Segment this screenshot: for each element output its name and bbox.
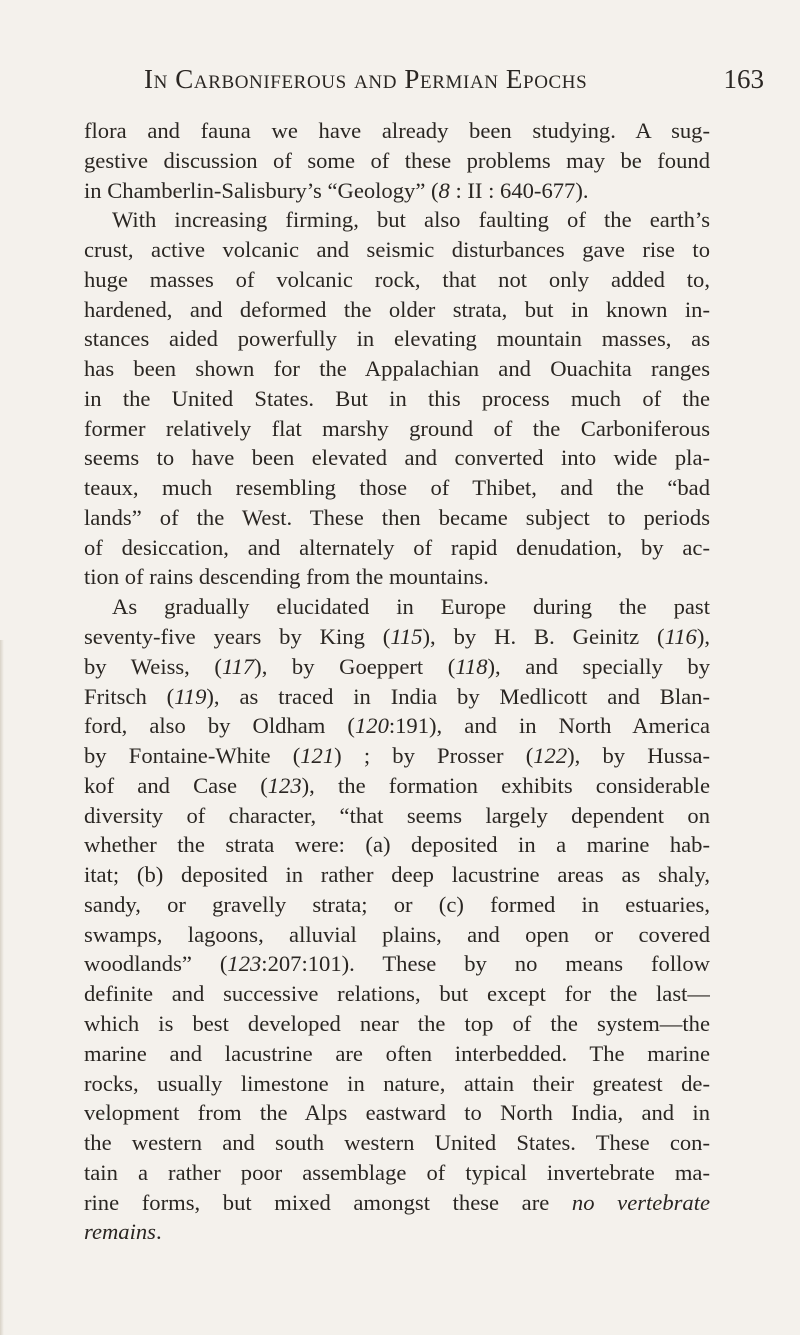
text-run: has been shown for the Appalachian and Ouachita ranges <box>84 356 710 382</box>
text-line <box>84 265 710 295</box>
text-run: flora and fauna we have already been studying. A sug- <box>84 118 710 143</box>
italic-text: 118 <box>455 653 488 679</box>
text-line <box>84 324 710 354</box>
text-run: ) ; by Prosser ( <box>334 743 534 769</box>
text-run: definite and successive relations, but except for the last— <box>84 981 710 1007</box>
text-line <box>84 652 710 682</box>
page-number: 163 <box>723 64 764 94</box>
text-line <box>84 830 710 860</box>
text-run: ), and specially by <box>487 653 710 679</box>
italic-text: 115 <box>390 624 423 650</box>
text-run: ), the formation exhibits considerable <box>301 772 710 798</box>
text-run: As gradually elucidated in Europe during the past <box>112 594 710 620</box>
text-run: gestive discussion of some of these problems may be found <box>84 147 710 173</box>
text-line <box>84 116 710 146</box>
page-gutter-shadow <box>0 640 4 1335</box>
italic-text: 8 <box>438 177 450 203</box>
italic-text: no vertebrate <box>571 1189 710 1215</box>
text-run: woodlands” ( <box>84 951 228 977</box>
text-run: lands” of the West. These then became subject to periods <box>84 504 710 530</box>
text-run: seems to have been elevated and converted into wide pla- <box>84 445 710 471</box>
text-line <box>84 1188 710 1218</box>
italic-text: 121 <box>300 743 335 769</box>
text-run: in Chamberlin-Salisbury’s “Geology” ( <box>84 177 439 203</box>
text-run: crust, active volcanic and seismic disturbances gave rise to <box>84 237 710 263</box>
text-line <box>84 146 710 176</box>
text-run: by Fontaine-White ( <box>84 743 301 769</box>
text-line <box>84 771 710 801</box>
text-line <box>84 622 710 652</box>
text-run: swamps, lagoons, alluvial plains, and open or covered <box>84 921 710 947</box>
text-run: ), by Goeppert ( <box>254 653 456 679</box>
text-run: kof and Case ( <box>84 772 268 798</box>
text-line <box>84 1069 710 1099</box>
text-run: seventy-five years by King ( <box>84 624 391 650</box>
italic-text: 122 <box>533 743 568 769</box>
running-head <box>144 64 764 100</box>
text-line <box>84 1128 710 1158</box>
text-run: : II : 640-677). <box>449 177 589 203</box>
text-run: by Weiss, ( <box>84 653 222 679</box>
text-line <box>84 920 710 950</box>
text-line <box>84 414 710 444</box>
italic-text: 123 <box>227 951 262 977</box>
text-line <box>84 176 710 206</box>
text-line <box>84 741 710 771</box>
text-line <box>84 562 710 592</box>
text-line <box>84 1217 710 1247</box>
text-line <box>84 354 710 384</box>
italic-text: 116 <box>664 624 697 650</box>
text-run: rine forms, but mixed amongst these are <box>84 1189 572 1215</box>
text-run: ), by H. B. Geinitz ( <box>422 624 665 650</box>
text-line <box>84 949 710 979</box>
text-line <box>84 503 710 533</box>
text-run: of desiccation, and alternately of rapid denudation, by ac- <box>84 534 710 560</box>
text-run: ), as traced in India by Medlicott and Blan- <box>206 683 710 709</box>
text-line <box>84 860 710 890</box>
text-run: :207:101). These by no means follow <box>261 951 710 977</box>
text-run: former relatively flat marshy ground of the Carboniferous <box>84 415 710 441</box>
text-run: rocks, usually limestone in nature, attain their greatest de- <box>84 1070 710 1096</box>
body-text <box>84 116 710 1247</box>
text-line <box>84 235 710 265</box>
text-run: velopment from the Alps eastward to North India, and in <box>84 1100 710 1126</box>
text-line <box>84 890 710 920</box>
text-line <box>84 295 710 325</box>
text-line <box>84 1039 710 1069</box>
text-run: Fritsch ( <box>84 683 175 709</box>
text-run: :191), and in North America <box>388 713 710 739</box>
text-line <box>84 533 710 563</box>
running-title: In Carboniferous and Permian Epochs <box>144 64 588 94</box>
text-run: tion of rains descending from the mountains. <box>84 564 489 590</box>
text-line <box>84 592 710 622</box>
text-run: which is best developed near the top of the system—the <box>84 1010 710 1036</box>
text-line <box>84 443 710 473</box>
text-run: tain a rather poor assemblage of typical invertebrate ma- <box>84 1159 710 1185</box>
text-run: diversity of character, “that seems largely dependent on <box>84 802 710 828</box>
text-line <box>84 1098 710 1128</box>
text-line <box>84 979 710 1009</box>
text-line <box>84 473 710 503</box>
text-line <box>84 1009 710 1039</box>
text-run: in the United States. But in this process much of the <box>84 385 710 411</box>
text-line <box>84 801 710 831</box>
text-run: With increasing firming, but also faulting of the earth’s <box>112 207 710 233</box>
italic-text: 123 <box>267 772 302 798</box>
text-line <box>84 205 710 235</box>
text-run: the western and south western United States. These con- <box>84 1130 710 1156</box>
text-run: stances aided powerfully in elevating mountain masses, as <box>84 326 710 352</box>
italic-text: 119 <box>174 683 207 709</box>
text-run: . <box>155 1219 162 1245</box>
text-line <box>84 384 710 414</box>
text-run: sandy, or gravelly strata; or (c) formed in estuaries, <box>84 891 710 917</box>
text-run: itat; (b) deposited in rather deep lacustrine areas as shaly, <box>84 862 710 888</box>
text-line <box>84 711 710 741</box>
text-run: huge masses of volcanic rock, that not only added to, <box>84 266 710 292</box>
text-run: teaux, much resembling those of Thibet, and the “bad <box>84 475 710 501</box>
text-line <box>84 1158 710 1188</box>
text-line <box>84 682 710 712</box>
italic-text: remains <box>84 1219 156 1245</box>
text-run: marine and lacustrine are often interbedded. The marine <box>84 1040 710 1066</box>
text-run: hardened, and deformed the older strata, but in known in- <box>84 296 710 322</box>
italic-text: 117 <box>221 653 255 679</box>
italic-text: 120 <box>354 713 389 739</box>
text-run: whether the strata were: (a) deposited in a marine hab- <box>84 832 710 858</box>
text-run: ford, also by Oldham ( <box>84 713 355 739</box>
text-run: ), by Hussa- <box>567 743 710 769</box>
text-run: ), <box>696 624 710 650</box>
